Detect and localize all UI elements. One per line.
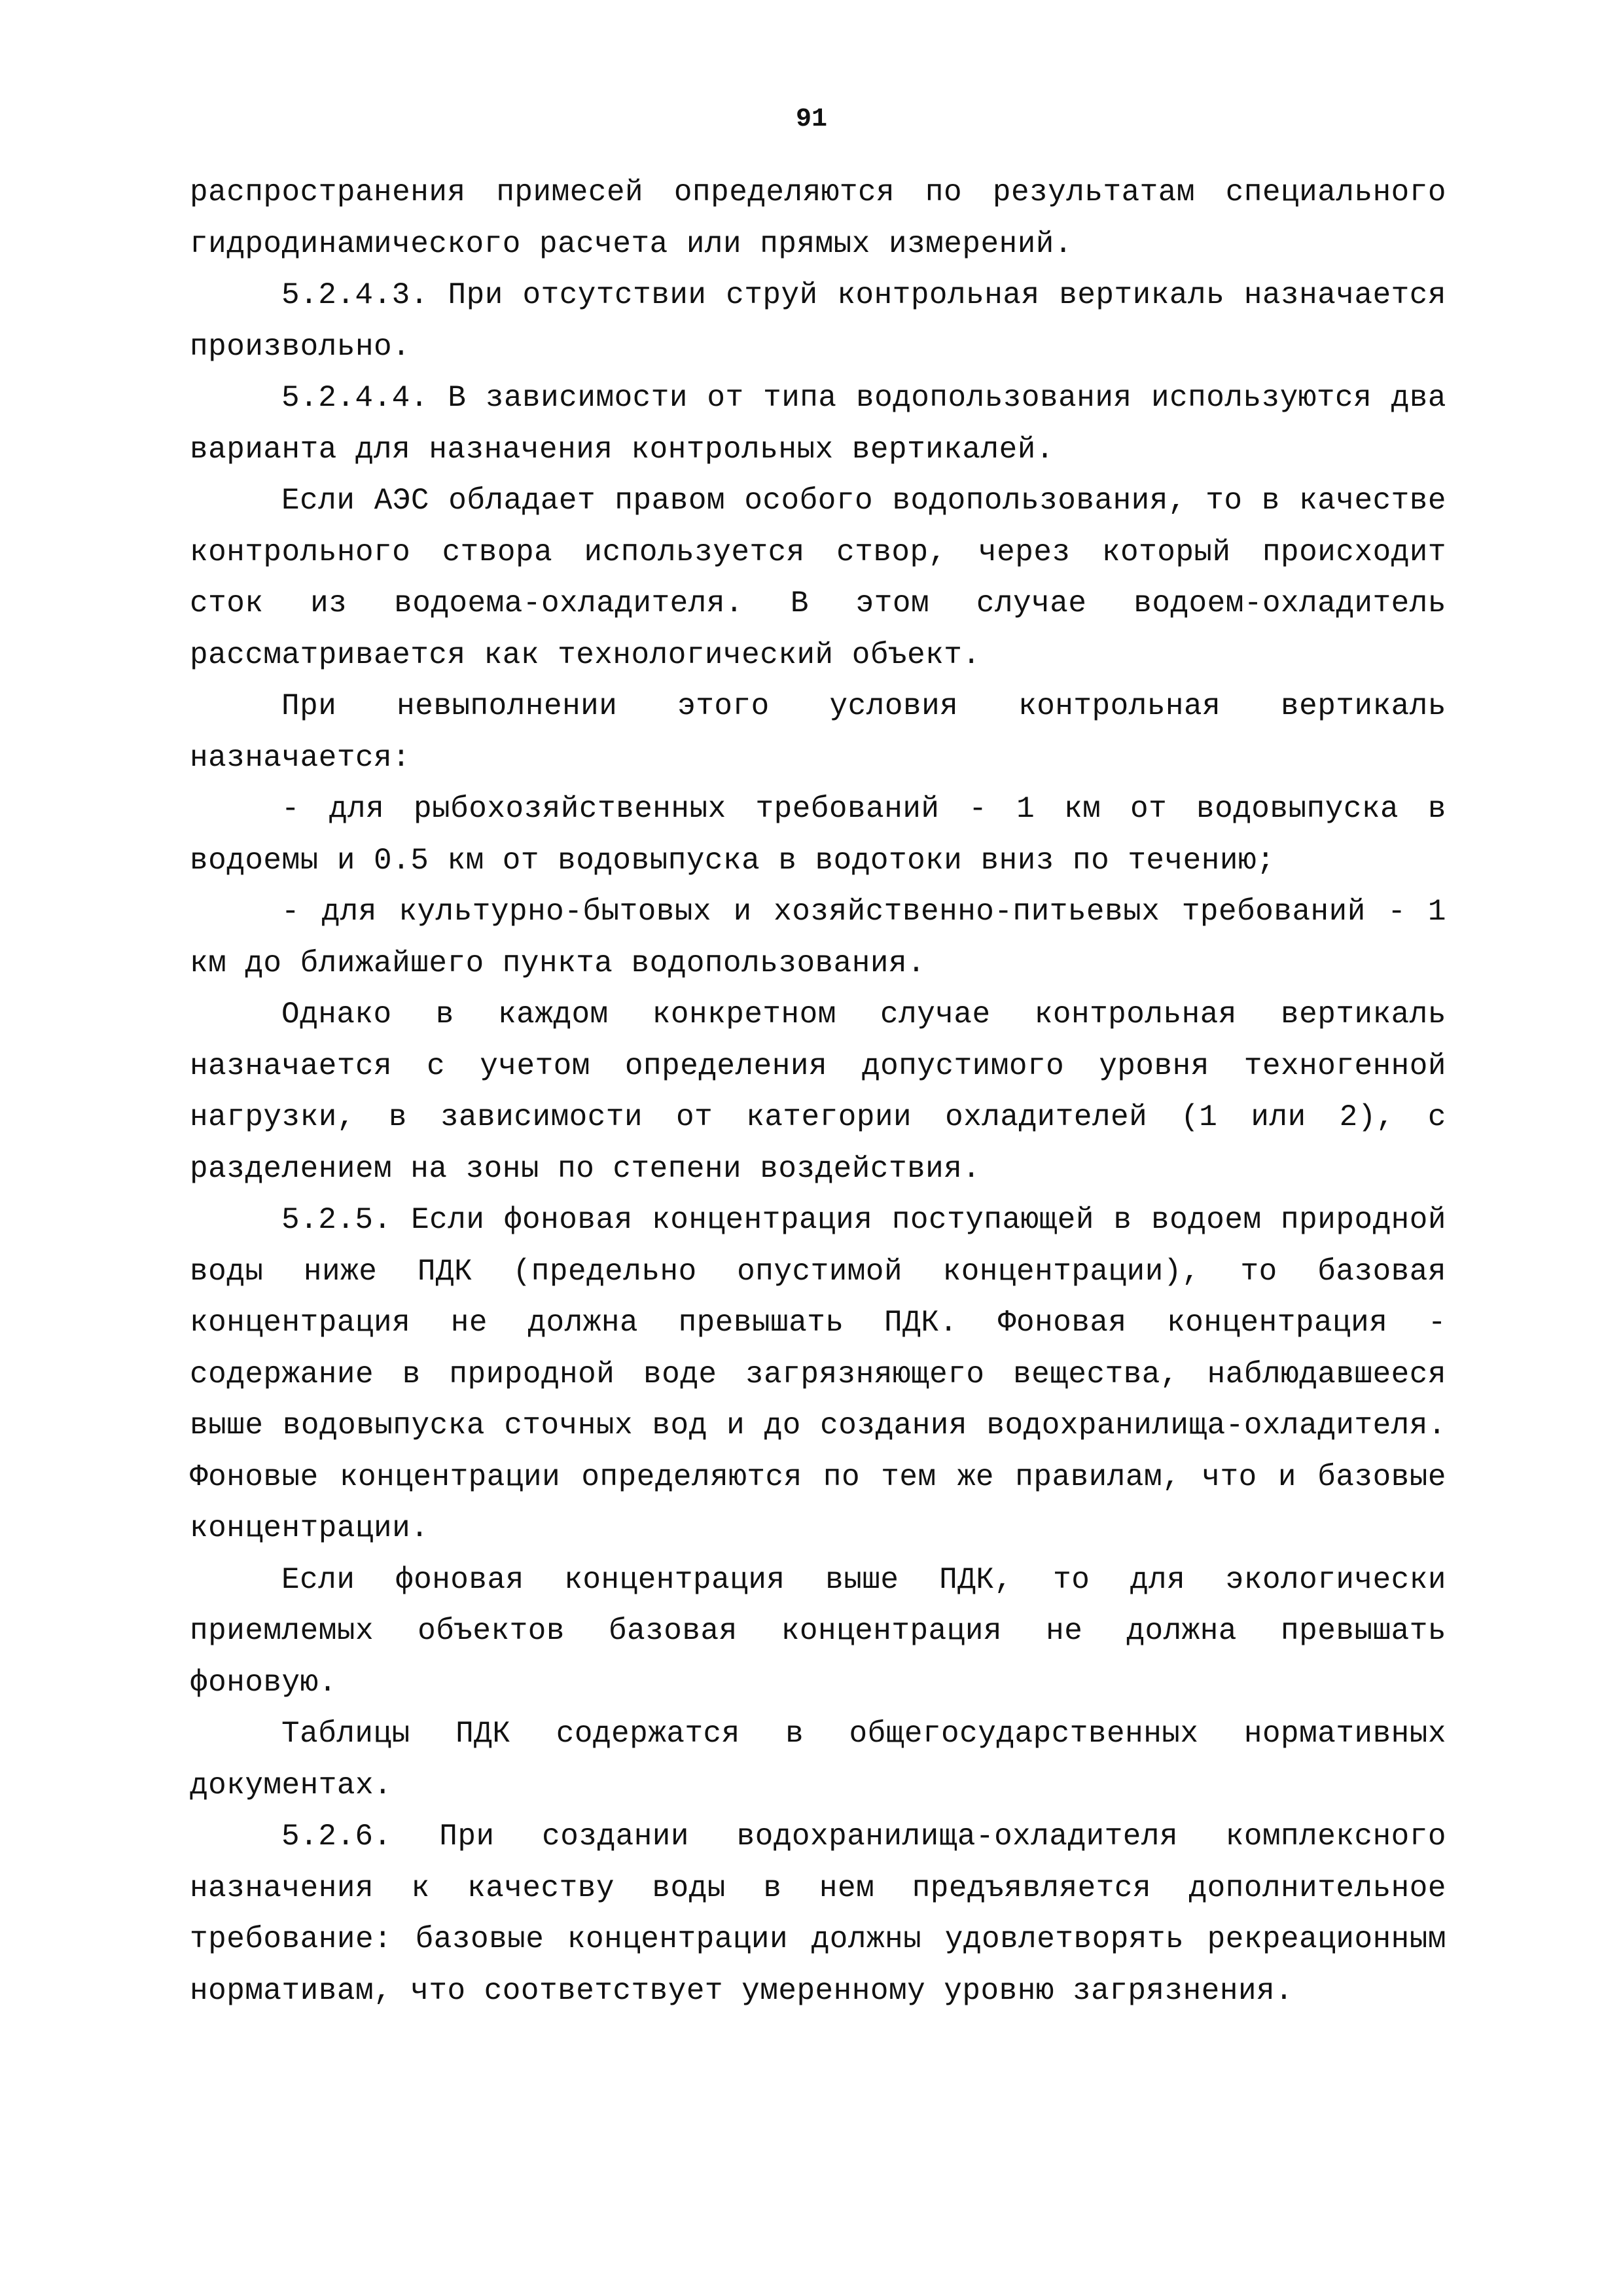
paragraph-specific-case: Однако в каждом конкретном случае контрольная вертикаль назначается с учетом определения допустимого уровня техногенной нагрузки, в зависимости от категории охладителей (1 или 2), с разделением на зоны по степени воздействия.: [190, 997, 1446, 1186]
document-body: [190, 167, 1446, 2017]
paragraph-5-2-4-3: 5.2.4.3. При отсутствии струй контрольная вертикаль назначается произвольно.: [190, 278, 1446, 364]
paragraph-background-above-pdk: Если фоновая концентрация выше ПДК, то для экологически приемлемых объектов базовая концентрация не должна превышать фоновую.: [190, 1562, 1446, 1700]
paragraph-continuation: распространения примесей определяются по результатам специального гидродинамического расчета или прямых измерений.: [190, 175, 1446, 261]
page-number: 91: [795, 105, 827, 134]
list-item-fishery: - для рыбохозяйственных требований - 1 км от водовыпуска в водоемы и 0.5 км от водовыпуска в водотоки вниз по течению;: [190, 792, 1446, 878]
paragraph-condition-not-met: При невыполнении этого условия контрольная вертикаль назначается:: [190, 689, 1446, 775]
paragraph-pdk-tables: Таблицы ПДК содержатся в общегосударственных нормативных документах.: [190, 1717, 1446, 1803]
list-item-domestic: - для культурно-бытовых и хозяйственно-питьевых требований - 1 км до ближайшего пункта водопользования.: [190, 895, 1446, 980]
paragraph-5-2-6: 5.2.6. При создании водохранилища-охладителя комплексного назначения к качеству воды в нем предъявляется дополнительное требование: базовые концентрации должны удовлетворять рекреационным нормативам, что соответствует умеренному уровню загрязнения.: [190, 1820, 1446, 2008]
paragraph-5-2-5: 5.2.5. Если фоновая концентрация поступающей в водоем природной воды ниже ПДК (предельно опустимой концентрации), то базовая концентрация не должна превышать ПДК. Фоновая концентрация - содержание в природной воде загрязняющего вещества, наблюдавшееся выше водовыпуска сточных вод и до создания водохранилища-охладителя. Фоновые концентрации определяются по тем же правилам, что и базовые концентрации.: [190, 1203, 1446, 1545]
paragraph-5-2-4-4: 5.2.4.4. В зависимости от типа водопользования используются два варианта для назначения контрольных вертикалей.: [190, 381, 1446, 467]
paragraph-aes-special-use: Если АЭС обладает правом особого водопользования, то в качестве контрольного створа используется створ, через который происходит сток из водоема-охладителя. В этом случае водоем-охладитель рассматривается как технологический объект.: [190, 484, 1446, 672]
